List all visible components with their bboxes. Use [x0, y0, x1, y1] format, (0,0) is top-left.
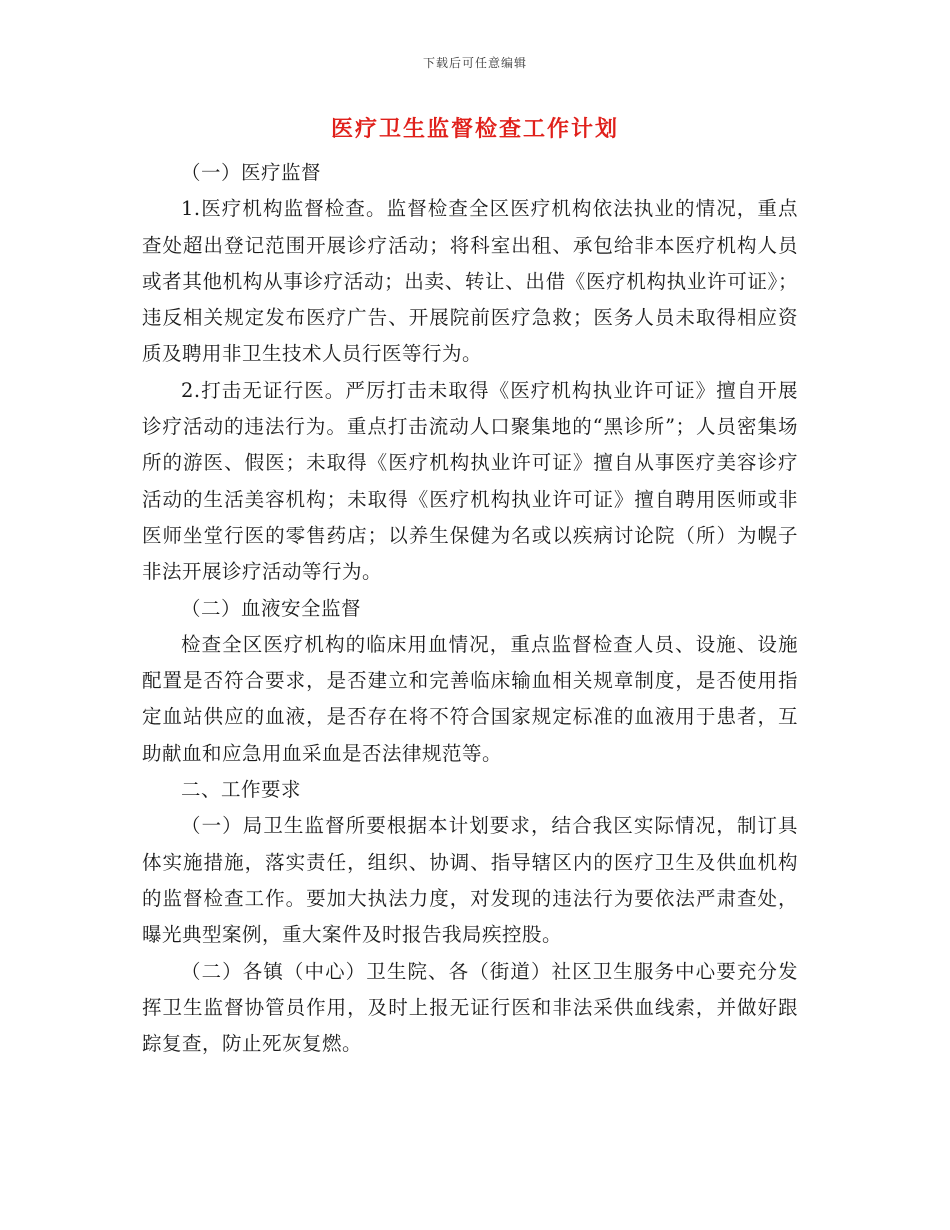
paragraph-requirement-1: （一）局卫生监督所要根据本计划要求，结合我区实际情况，制订具体实施措施，落实责任，组织、协调、指导辖区内的医疗卫生及供血机构的监督检查工作。要加大执法力度，对发现的违法行为要依法严肃查处，曝光典型案例，重大案件及时报告我局疾控股。 — [142, 814, 798, 947]
section-heading-medical-supervision: （一）医疗监督 — [181, 161, 322, 184]
paragraph-institution-inspection: 1.医疗机构监督检查。监督检查全区医疗机构依法执业的情况，重点查处超出登记范围开展诊疗活动；将科室出租、承包给非本医疗机构人员或者其他机构从事诊疗活动；出卖、转让、出借《医疗机构执业许可证》；违反相关规定发布医疗广告、开展院前医疗急救；医务人员未取得相应资质及聘用非卫生技术人员行医等行为。 — [142, 197, 798, 366]
document-title: 医疗卫生监督检查工作计划 — [330, 116, 619, 142]
paragraph-blood-safety: 检查全区医疗机构的临床用血情况，重点监督检查人员、设施、设施配置是否符合要求，是否建立和完善临床输血相关规章制度，是否使用指定血站供应的血液，是否存在将不符合国家规定标准的血液用于患者，互助献血和应急用血采血是否法律规范等。 — [142, 632, 798, 765]
page-header-note: 下载后可任意编辑 — [422, 56, 527, 70]
paragraph-requirement-2: （二）各镇（中心）卫生院、各（街道）社区卫生服务中心要充分发挥卫生监督协管员作用，及时上报无证行医和非法采供血线索，并做好跟踪复查，防止死灰复燃。 — [142, 959, 798, 1056]
section-heading-work-requirements: 二、工作要求 — [181, 778, 302, 802]
document-body — [142, 155, 798, 1062]
paragraph-unlicensed-practice: 2.打击无证行医。严厉打击未取得《医疗机构执业许可证》擅自开展诊疗活动的违法行为。重点打击流动人口聚集地的“黑诊所”；人员密集场所的游医、假医；未取得《医疗机构执业许可证》擅自从事医疗美容诊疗活动的生活美容机构；未取得《医疗机构执业许可证》擅自聘用医师或非医师坐堂行医的零售药店；以养生保健为名或以疾病讨论院（所）为幌子非法开展诊疗活动等行为。 — [142, 378, 798, 584]
section-heading-blood-safety: （二）血液安全监督 — [181, 596, 362, 620]
